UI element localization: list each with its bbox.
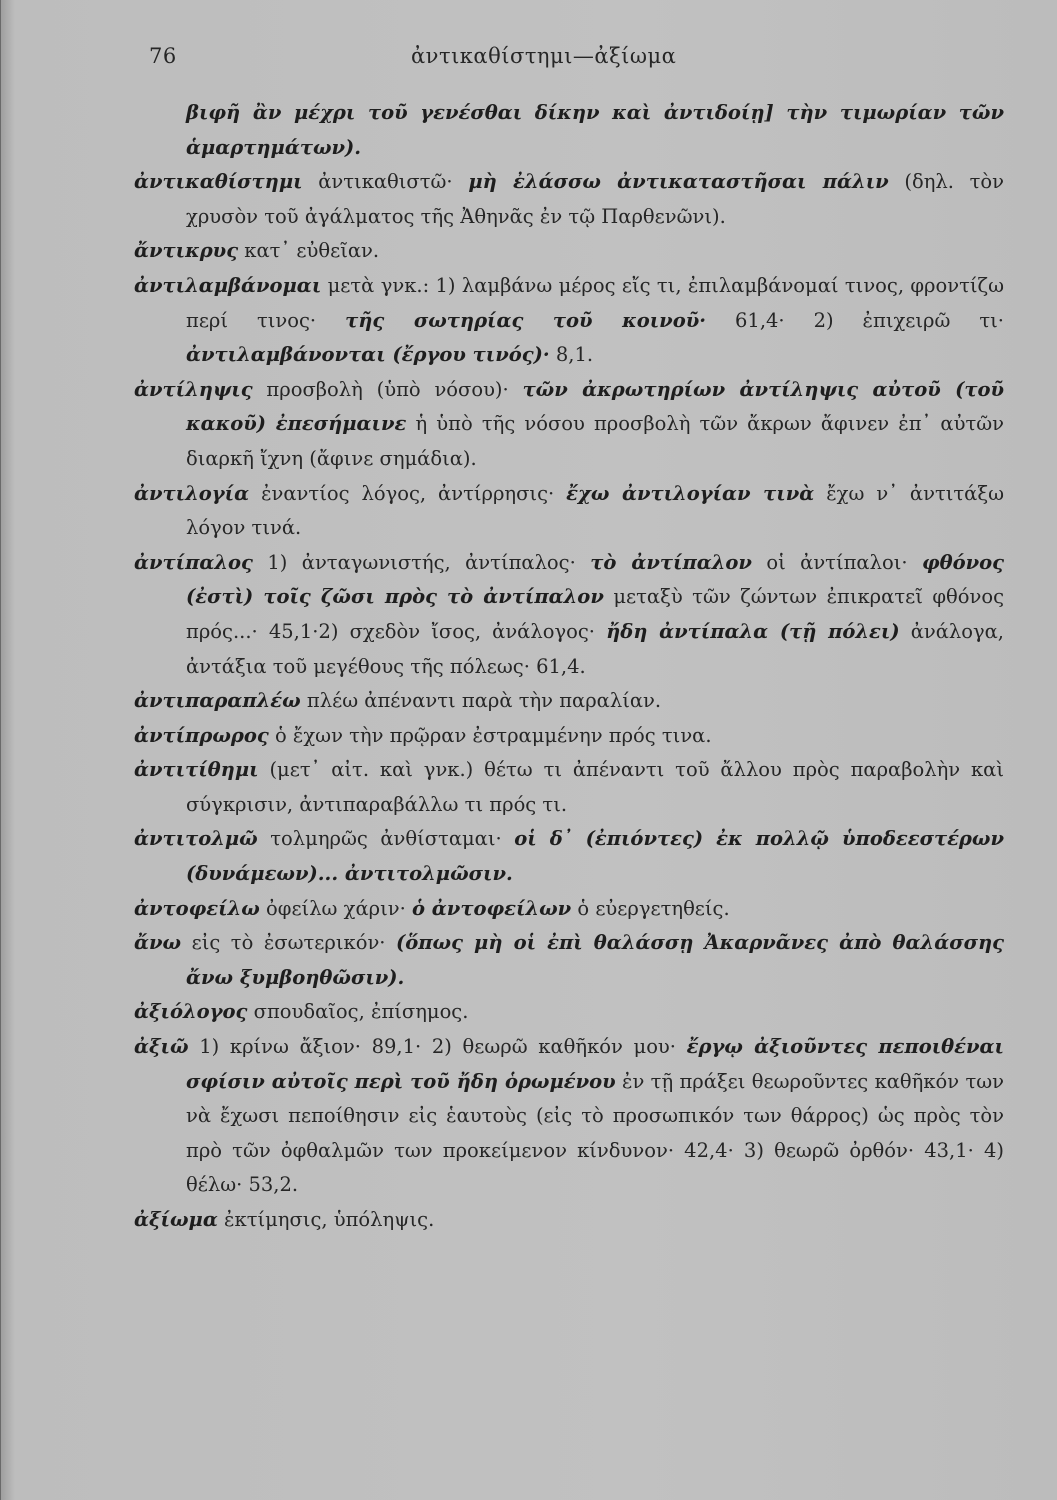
glossary-entry: [134, 269, 1004, 373]
entry-lemma: ἀντιλογία: [134, 481, 250, 505]
entry-definition: κατ᾿ εὐθεῖαν.: [244, 239, 380, 263]
entry-lemma: ἀξιῶ: [134, 1035, 189, 1059]
entry-gloss: οἱ ἀντίπαλοι·: [766, 550, 908, 574]
glossary-entry: [134, 995, 1004, 1030]
entry-lemma: ἀντιτολμῶ: [134, 827, 258, 851]
glossary-entry: [134, 892, 1004, 927]
entry-lemma: ἄντικρυς: [134, 239, 239, 263]
entry-quote: τῶν ἀκρωτηρίων ἀντίληψις αὐτοῦ (τοῦ κακοῦ) ἐπεσήμαινε: [186, 377, 1005, 436]
glossary-entry: [134, 719, 1004, 754]
entry-quote: μὴ ἐλάσσω ἀντικαταστῆσαι πάλιν: [468, 170, 889, 194]
entry-definition: προσβολὴ (ὑπὸ νόσου)·: [266, 377, 509, 401]
entry-lemma: ἀξίωμα: [134, 1208, 218, 1231]
entry-gloss: ὁ εὐεργετηθείς.: [577, 896, 730, 920]
entry-definition: (μετ᾿ αἰτ. καὶ γνκ.) θέτω τι ἀπέναντι τοῦ ἄλλου πρὸς παραβολὴν καὶ σύγκρισιν, ἀντιπαραβάλλω τι πρός τι.: [186, 758, 1004, 816]
glossary-entry: [134, 477, 1004, 546]
entry-lemma: ἀντιλαμβάνομαι: [134, 273, 322, 297]
running-title: ἀντικαθίστημι—ἀξίωμα: [411, 44, 677, 68]
entry-lemma: ἀντιτίθημι: [134, 758, 259, 782]
entry-lemma: ἀξιόλογος: [134, 1000, 248, 1024]
entry-quote: τῆς σωτηρίας τοῦ κοινοῦ·: [345, 308, 707, 332]
glossary-entry: [134, 753, 1004, 822]
entry-definition: πλέω ἀπέναντι παρὰ τὴν παραλίαν.: [306, 689, 662, 713]
entry-gloss: μεταξὺ τῶν ζώντων ἐπικρατεῖ φθόνος πρός...· 45,1·2) σχεδὸν ἴσος, ἀνάλογος·: [186, 585, 1004, 643]
entry-gloss: ἔχω ν᾿ ἀντιτάξω λόγον τινά.: [186, 481, 1004, 540]
entry-quote: τὸ ἀντίπαλον: [590, 550, 752, 574]
entry-gloss: (δηλ. τὸν χρυσὸν τοῦ ἀγάλματος τῆς Ἀθηνᾶς ἐν τῷ Παρθενῶνι).: [186, 170, 1005, 228]
entry-lemma: ἀντικαθίστημι: [134, 170, 303, 194]
entry-lemma: ἄνω: [134, 931, 182, 955]
entry-lemma: ἀντίπαλος: [134, 550, 253, 574]
glossary-entry: [134, 822, 1004, 891]
entry-gloss: 8,1.: [555, 343, 594, 367]
glossary-entry: [134, 234, 1004, 269]
page-header: [149, 44, 997, 80]
glossary-entry: [134, 926, 1004, 995]
glossary-entry: [134, 1030, 1004, 1203]
entry-quote: ἀντιλαμβάνονται (ἔργου τινός)·: [186, 343, 550, 367]
entry-definition: 1) ἀνταγωνιστής, ἀντίπαλος·: [267, 550, 576, 574]
entry-gloss: ἐν τῇ πράξει θεωροῦντες καθῆκόν των νὰ ἔχωσι πεποίθησιν εἰς ἑαυτοὺς (εἰς τὸ προσωπικόν των θάρρος) ὡς πρὸς τὸν πρὸ τῶν ὀφθαλμῶν των προκείμενον κίνδυνον· 42,4· 3) θεωρῶ ὀρθόν· 43,1· 4) θέλω· 53,2.: [186, 1069, 1005, 1197]
page-number: 76: [149, 44, 177, 68]
entry-definition: ἐναντίος λόγος, ἀντίρρησις·: [261, 481, 555, 505]
entry-lemma: ἀντιπαραπλέω: [134, 689, 301, 713]
entry-definition: 1) κρίνω ἄξιον· 89,1· 2) θεωρῶ καθῆκόν μου·: [199, 1035, 676, 1059]
entry-definition: μετὰ γνκ.: 1) λαμβάνω μέρος εἴς τι, ἐπιλαμβάνομαί τινος, φροντίζω περί τινος·: [186, 273, 1004, 332]
entry-definition: ἐκτίμησις, ὑπόληψις.: [224, 1208, 435, 1231]
glossary-entry: [134, 373, 1004, 477]
entry-quote: φθόνος (ἐστὶ) τοῖς ζῶσι πρὸς τὸ ἀντίπαλον: [186, 550, 1005, 609]
entry-quote: ἤδη ἀντίπαλα (τῇ πόλει): [606, 619, 900, 643]
glossary-entry: [134, 165, 1004, 234]
glossary-entry: [134, 546, 1004, 684]
entry-definition: εἰς τὸ ἐσωτερικόν·: [191, 931, 386, 955]
entry-quote: (ὅπως μὴ οἱ ἐπὶ θαλάσσῃ Ἀκαρνᾶνες ἀπὸ θαλάσσης ἄνω ξυμβοηθῶσιν).: [186, 931, 1005, 989]
entry-definition: ὁ ἔχων τὴν πρῷραν ἐστραμμένην πρός τινα.: [274, 723, 712, 747]
entry-lemma: ἀντίληψις: [134, 377, 253, 401]
glossary-entry: [134, 96, 1004, 165]
entry-lemma: ἀντοφείλω: [134, 896, 260, 920]
entry-definition: ἀντικαθιστῶ·: [318, 170, 453, 194]
entry-gloss: ἀνάλογα, ἀντάξια τοῦ μεγέθους τῆς πόλεως· 61,4.: [186, 619, 1004, 678]
entry-quote: ἔργῳ ἀξιοῦντες πεποιθέναι σφίσιν αὐτοῖς περὶ τοῦ ἤδη ὁρωμένου: [186, 1035, 1004, 1093]
entry-quote: οἱ δ᾿ (ἐπιόντες) ἐκ πολλῷ ὑποδεεστέρων (δυνάμεων)... ἀντιτολμῶσιν.: [186, 827, 1004, 886]
entry-gloss: 61,4· 2) ἐπιχειρῶ τι·: [735, 308, 1004, 332]
entry-quote: βιφῆ ἂν μέχρι τοῦ γενέσθαι δίκην καὶ ἀντιδοίῃ] τὴν τιμωρίαν τῶν ἁμαρτημάτων).: [186, 101, 1004, 159]
entry-definition: ὀφείλω χάριν·: [266, 896, 406, 920]
entry-quote: ἔχω ἀντιλογίαν τινὰ: [566, 481, 815, 505]
entry-lemma: ἀντίπρωρος: [134, 723, 269, 747]
glossary-entry: [134, 684, 1004, 719]
entry-definition: τολμηρῶς ἀνθίσταμαι·: [270, 827, 502, 851]
entry-quote: ὁ ἀντοφείλων: [412, 896, 572, 920]
glossary-entry: [134, 1203, 1004, 1238]
glossary-body: [134, 96, 1004, 1238]
entry-gloss: ἡ ὑπὸ τῆς νόσου προσβολὴ τῶν ἄκρων ἄφινεν ἐπ᾿ αὐτῶν διαρκῆ ἴχνη (ἄφινε σημάδια).: [186, 412, 1004, 470]
entry-definition: σπουδαῖος, ἐπίσημος.: [253, 1000, 469, 1024]
